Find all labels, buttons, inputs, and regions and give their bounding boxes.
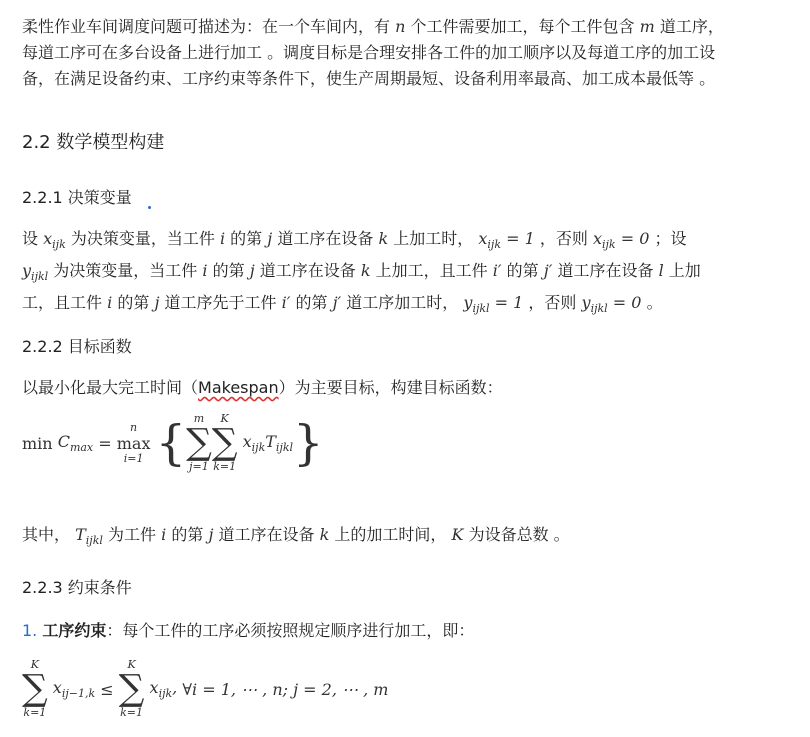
math-K: K (451, 525, 464, 544)
intro-text: 个工件需要加工，每个工件包含 (410, 17, 635, 36)
section-heading-2-2-1: 2.2.1 决策变量 (22, 188, 132, 207)
math-n: n (395, 17, 406, 36)
text: ）为主要目标，构建目标函数： (278, 378, 503, 397)
text: 上加工，且工件 (375, 261, 488, 280)
intro-text: 柔性作业车间调度问题可描述为：在一个车间内，有 (22, 17, 391, 36)
equals: = (98, 433, 112, 453)
text: 其中， (22, 525, 71, 544)
text: 道工序在设备 (277, 229, 374, 248)
math-y-ijkl-eq-1: $y_{ijkl} = 1$ (463, 293, 524, 315)
math-i-prime: i′ (281, 293, 291, 312)
text: 上加 (668, 261, 701, 280)
where-paragraph (22, 522, 802, 554)
intro-paragraph (22, 14, 802, 92)
math-x-ijk-eq-1: $x_{ijk} = 1$ (478, 229, 535, 251)
math-i: i (161, 525, 167, 544)
math-j: j (208, 525, 214, 544)
text: 设 (22, 229, 39, 248)
math-i: i (107, 293, 113, 312)
math-c-max: $C_{max}$ (57, 432, 94, 454)
intro-text: 道工序， (659, 17, 724, 36)
math-x-ijk-t-ijkl: $x_{ijk}T_{ijkl}$ (242, 432, 294, 454)
list-item-title: 工序约束 (42, 621, 107, 640)
right-brace: } (293, 415, 324, 471)
list-item-text: ：每个工件的工序必须按照规定顺序进行加工，即： (106, 621, 475, 640)
text: 道工序先于工件 (164, 293, 277, 312)
math-k: k (360, 261, 371, 280)
text: 。 (646, 293, 663, 312)
list-number: 1. (22, 621, 38, 640)
min-operator: min (22, 433, 53, 453)
text: 以最小化最大完工时间（ (22, 378, 199, 397)
section-heading-2-2: 2.2 数学模型构建 (22, 132, 165, 153)
makespan-word: Makespan (198, 378, 279, 397)
text: 工，且工件 (22, 293, 103, 312)
intro-line-2: 每道工序可在多台设备上进行加工 。调度目标是合理安排各工件的加工顺序以及每道工序的加工设 (22, 43, 716, 62)
math-i: i (219, 229, 226, 248)
math-j: j (154, 293, 160, 312)
math-j: j (249, 261, 255, 280)
text: 为设备总数 。 (468, 525, 570, 544)
text: 为工件 (108, 525, 157, 544)
objective-equation (22, 408, 324, 478)
max-operator: n max i=1 (116, 420, 151, 465)
sum-k: K ∑ k=1 (211, 412, 238, 473)
math-x-ijk: $x_{ijk}$ (43, 229, 66, 251)
section-heading-2-2-3: 2.2.3 约束条件 (22, 578, 132, 597)
math-i-prime: i′ (492, 261, 502, 280)
text: 的第 (295, 293, 328, 312)
text: 道工序在设备 (259, 261, 356, 280)
constraint-equation (22, 654, 388, 724)
math-j-prime: j′ (332, 293, 342, 312)
math-k: k (319, 525, 330, 544)
text: 的第 (171, 525, 204, 544)
text: ；设 (654, 229, 687, 248)
text: 的第 (230, 229, 263, 248)
math-y-ijkl: $y_{ijkl}$ (22, 261, 49, 283)
text: 上的加工时间， (334, 525, 447, 544)
sum-j: m ∑ j=1 (186, 412, 212, 473)
constraint-quantifier: ∀i = 1, ⋯ , n; j = 2, ⋯ , m (182, 679, 389, 699)
math-j: j (267, 229, 273, 248)
leq: ≤ (100, 679, 114, 699)
math-m: m (639, 17, 655, 36)
objective-intro (22, 375, 802, 401)
text: 的第 (506, 261, 539, 280)
math-y-ijkl-eq-0: $y_{ijkl} = 0$ (581, 293, 642, 315)
intro-line-3: 备，在满足设备约束、工序约束等条件下，使生产周期最短、设备利用率最高、加工成本最低等 。 (22, 69, 716, 88)
math-t-ijkl: $T_{ijkl}$ (75, 525, 103, 547)
text: 道工序在设备 (557, 261, 654, 280)
text: ，否则 (528, 293, 577, 312)
math-j-prime: j′ (543, 261, 553, 280)
left-brace: { (155, 415, 187, 471)
math-x-ijk-eq-0: $x_{ijk} = 0$ (592, 229, 650, 251)
text: 上加工时， (393, 229, 474, 248)
math-l: l (658, 261, 664, 280)
text: 的第 (117, 293, 150, 312)
decision-variable-paragraph (22, 226, 802, 322)
text: 为决策变量，当工件 (53, 261, 198, 280)
math-x-ij-1-k: $x_{ij-1,k}$ (52, 678, 96, 700)
text: 的第 (212, 261, 245, 280)
text: 道工序在设备 (218, 525, 315, 544)
sum-k-right: K ∑ k=1 (118, 658, 145, 719)
math-i: i (202, 261, 208, 280)
text: 道工序加工时， (346, 293, 459, 312)
cursor-dot (148, 206, 151, 209)
section-heading-2-2-2: 2.2.2 目标函数 (22, 337, 132, 356)
constraint-list-item-1 (22, 618, 802, 644)
math-x-ijk: $x_{ijk}$, (149, 678, 178, 700)
sum-k-left: K ∑ k=1 (22, 658, 48, 719)
text: ，否则 (539, 229, 588, 248)
math-k: k (378, 229, 389, 248)
text: 为决策变量，当工件 (70, 229, 215, 248)
